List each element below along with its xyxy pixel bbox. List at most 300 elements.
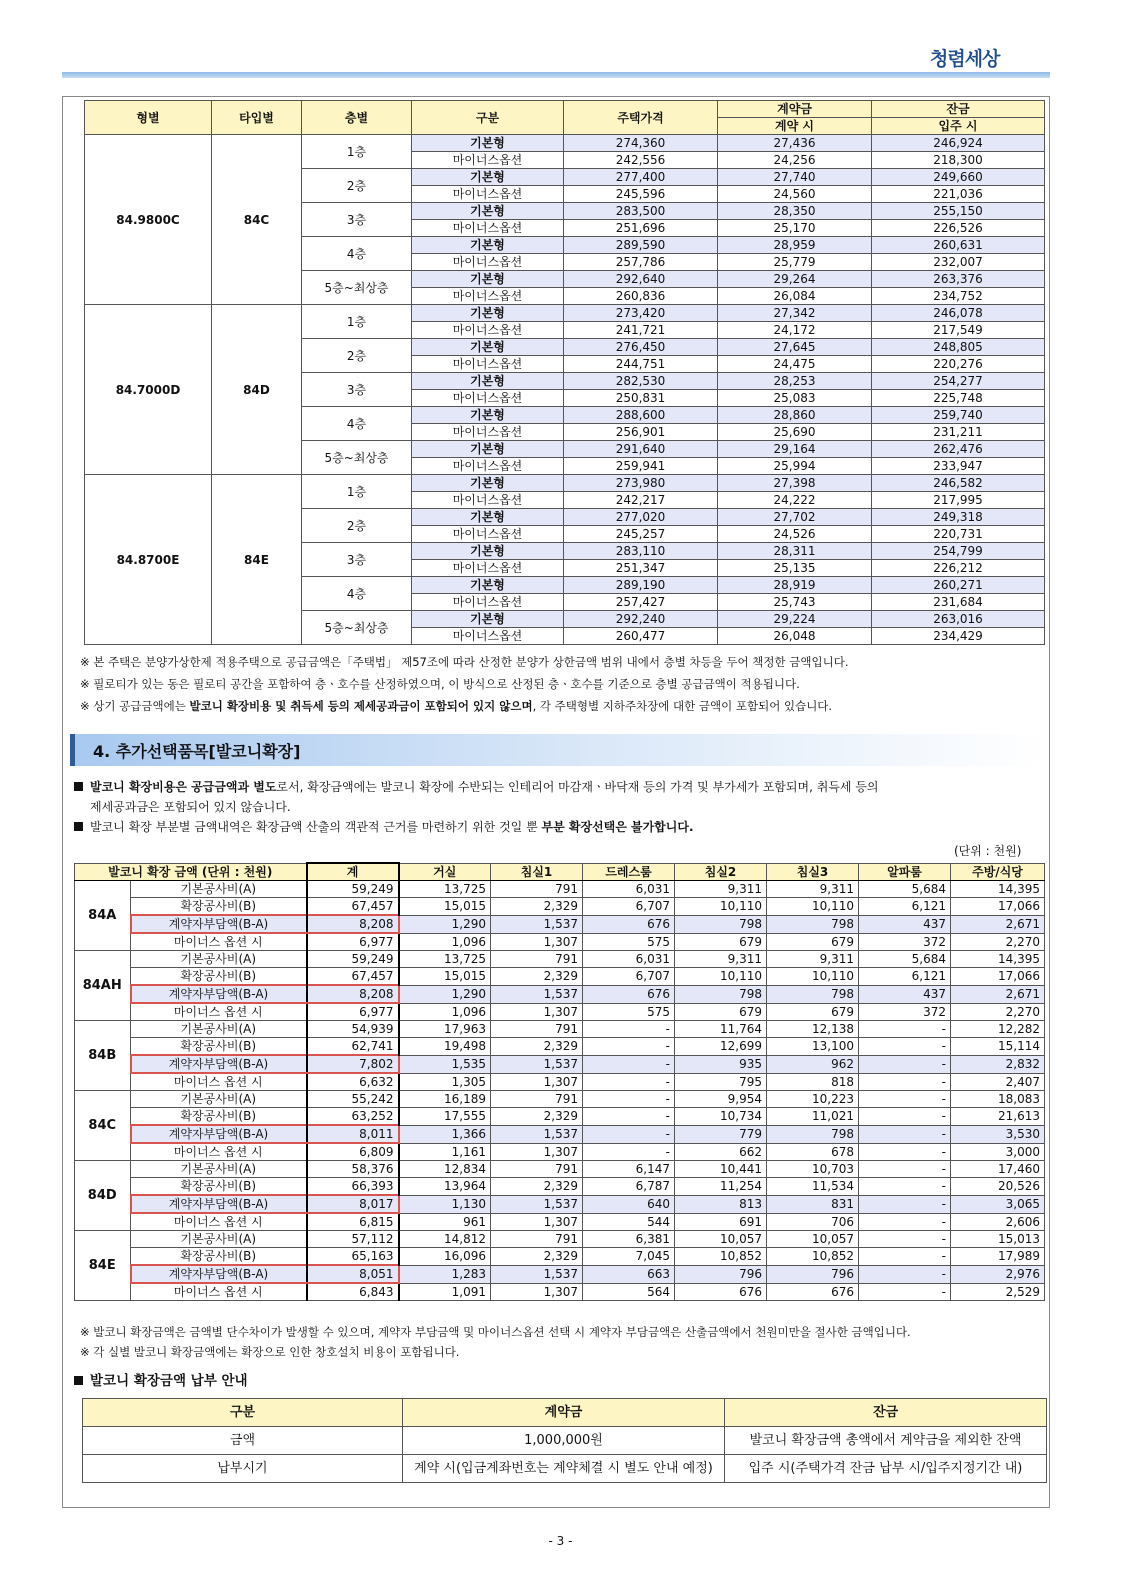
balcony-value-cell: 961 (399, 1213, 491, 1231)
balcony-row (75, 1125, 1045, 1143)
balcony-value-cell: 676 (583, 915, 675, 933)
balcony-value-cell: - (859, 1021, 951, 1038)
balcony-value-cell: 9,311 (767, 881, 859, 898)
balcony-value-cell: 679 (675, 1003, 767, 1021)
balcony-value-cell: 662 (675, 1143, 767, 1161)
balcony-row (75, 1055, 1045, 1073)
price-value-cell: 262,476 (872, 441, 1045, 458)
balcony-value-cell: 16,096 (399, 1248, 491, 1266)
price-value-cell: 217,995 (872, 492, 1045, 509)
balcony-total-cell: 6,815 (307, 1213, 399, 1231)
price-value-cell: 221,036 (872, 186, 1045, 203)
balcony-value-cell: 791 (491, 1161, 583, 1178)
option-cell: 기본형 (412, 407, 564, 424)
balcony-value-cell: - (859, 1161, 951, 1178)
price-value-cell: 25,170 (718, 220, 872, 237)
balcony-value-cell: 796 (767, 1265, 859, 1283)
col-deposit: 계약금 (718, 101, 872, 118)
balcony-total-cell: 8,017 (307, 1195, 399, 1213)
balcony-row (75, 881, 1045, 898)
price-value-cell: 218,300 (872, 152, 1045, 169)
price-value-cell: 292,240 (564, 611, 718, 628)
price-value-cell: 28,350 (718, 203, 872, 220)
balcony-row-label: 마이너스 옵션 시 (131, 1283, 307, 1301)
balcony-col-header: 거실 (399, 863, 491, 881)
price-value-cell: 29,164 (718, 441, 872, 458)
desc-line (74, 777, 878, 797)
option-cell: 마이너스옵션 (412, 458, 564, 475)
balcony-value-cell: 10,734 (675, 1108, 767, 1126)
balcony-total-cell: 6,809 (307, 1143, 399, 1161)
price-value-cell: 241,721 (564, 322, 718, 339)
balcony-value-cell: 1,307 (491, 933, 583, 951)
desc-line (74, 797, 878, 817)
note-line: ※ 발코니 확장금액은 금액별 단수차이가 발생할 수 있으며, 계약자 부담금액 및 마이너스옵션 선택 시 계약자 부담금액은 산출금액에서 천원미만을 절사한 금액입니다. (80, 1325, 911, 1339)
price-value-cell: 28,311 (718, 543, 872, 560)
price-value-cell: 289,190 (564, 577, 718, 594)
balcony-value-cell: 10,703 (767, 1161, 859, 1178)
balcony-value-cell: - (859, 1125, 951, 1143)
price-value-cell: 277,400 (564, 169, 718, 186)
price-value-cell: 274,360 (564, 135, 718, 152)
balcony-value-cell: 3,530 (951, 1125, 1045, 1143)
balcony-value-cell: 2,976 (951, 1265, 1045, 1283)
balcony-value-cell: 1,307 (491, 1213, 583, 1231)
balcony-value-cell: 640 (583, 1195, 675, 1213)
balcony-row-label: 마이너스 옵션 시 (131, 1003, 307, 1021)
desc-emphasis: 부분 확장선택은 불가합니다. (541, 820, 694, 834)
balcony-value-cell: 676 (583, 985, 675, 1003)
balcony-row-label: 확장공사비(B) (131, 1108, 307, 1126)
balcony-row (75, 1003, 1045, 1021)
price-value-cell: 260,271 (872, 577, 1045, 594)
balcony-value-cell: 798 (767, 1125, 859, 1143)
price-value-cell: 24,560 (718, 186, 872, 203)
option-cell: 마이너스옵션 (412, 594, 564, 611)
pay-col-category: 구분 (83, 1399, 403, 1427)
section-title: 4. 추가선택품목[발코니확장] (93, 742, 301, 761)
balcony-value-cell: 6,381 (583, 1231, 675, 1248)
price-value-cell: 251,696 (564, 220, 718, 237)
logo-text: 청렴세상 (930, 48, 1000, 70)
price-value-cell: 220,276 (872, 356, 1045, 373)
option-cell: 마이너스옵션 (412, 560, 564, 577)
col-type: 형별 (85, 101, 212, 135)
floor-cell: 4층 (302, 577, 412, 611)
payment-table (82, 1398, 1047, 1483)
balcony-value-cell: 2,329 (491, 1038, 583, 1056)
balcony-total-cell: 6,977 (307, 1003, 399, 1021)
balcony-row (75, 1283, 1045, 1301)
balcony-row (75, 1213, 1045, 1231)
balcony-value-cell: 779 (675, 1125, 767, 1143)
note-text: , 각 주택형별 지하주차장에 대한 금액이 포함되어 있습니다. (532, 699, 833, 713)
floor-cell: 5층~최상층 (302, 271, 412, 305)
balcony-row (75, 1231, 1045, 1248)
balcony-value-cell: - (583, 1108, 675, 1126)
option-cell: 마이너스옵션 (412, 628, 564, 645)
balcony-value-cell: - (859, 1108, 951, 1126)
balcony-value-cell: 14,395 (951, 881, 1045, 898)
balcony-row (75, 915, 1045, 933)
balcony-value-cell: 6,031 (583, 881, 675, 898)
balcony-value-cell: 679 (675, 933, 767, 951)
balcony-value-cell: 19,498 (399, 1038, 491, 1056)
desc-emphasis: 발코니 확장비용은 공급금액과 별도 (90, 780, 277, 794)
balcony-value-cell: 1,535 (399, 1055, 491, 1073)
balcony-value-cell: 679 (767, 933, 859, 951)
balcony-value-cell: - (859, 1231, 951, 1248)
option-cell: 마이너스옵션 (412, 322, 564, 339)
price-value-cell: 27,342 (718, 305, 872, 322)
price-value-cell: 245,596 (564, 186, 718, 203)
price-value-cell: 26,048 (718, 628, 872, 645)
balcony-value-cell: 663 (583, 1265, 675, 1283)
balcony-value-cell: 3,000 (951, 1143, 1045, 1161)
balcony-value-cell: 2,270 (951, 1003, 1045, 1021)
balcony-value-cell: 2,407 (951, 1073, 1045, 1091)
balcony-value-cell: - (859, 1073, 951, 1091)
price-value-cell: 26,084 (718, 288, 872, 305)
price-value-cell: 25,690 (718, 424, 872, 441)
balcony-total-cell: 54,939 (307, 1021, 399, 1038)
bullet-square-icon (74, 822, 83, 831)
price-value-cell: 234,752 (872, 288, 1045, 305)
balcony-row (75, 1143, 1045, 1161)
floor-cell: 2층 (302, 169, 412, 203)
option-cell: 마이너스옵션 (412, 526, 564, 543)
section-header (70, 734, 1045, 766)
option-cell: 마이너스옵션 (412, 254, 564, 271)
balcony-value-cell: 798 (675, 985, 767, 1003)
price-value-cell: 256,901 (564, 424, 718, 441)
model-cell: 84C (212, 135, 302, 305)
price-value-cell: 283,110 (564, 543, 718, 560)
price-value-cell: 259,740 (872, 407, 1045, 424)
balcony-value-cell: 2,329 (491, 1178, 583, 1196)
balcony-row (75, 1021, 1045, 1038)
balcony-col-header: 알파룸 (859, 863, 951, 881)
balcony-value-cell: 10,110 (675, 968, 767, 986)
floor-cell: 3층 (302, 203, 412, 237)
col-balance-sub: 입주 시 (872, 118, 1045, 135)
option-cell: 기본형 (412, 271, 564, 288)
price-value-cell: 263,376 (872, 271, 1045, 288)
price-value-cell: 260,836 (564, 288, 718, 305)
balcony-value-cell: 2,671 (951, 915, 1045, 933)
price-value-cell: 24,172 (718, 322, 872, 339)
balcony-value-cell: - (583, 1055, 675, 1073)
balcony-row-label: 확장공사비(B) (131, 1178, 307, 1196)
desc-line (74, 817, 878, 837)
price-value-cell: 289,590 (564, 237, 718, 254)
option-cell: 마이너스옵션 (412, 220, 564, 237)
balcony-total-cell: 63,252 (307, 1108, 399, 1126)
pay-cell: 발코니 확장금액 총액에서 계약금을 제외한 잔액 (725, 1427, 1047, 1455)
balcony-value-cell: 10,852 (767, 1248, 859, 1266)
balcony-value-cell: 17,460 (951, 1161, 1045, 1178)
price-value-cell: 250,831 (564, 390, 718, 407)
balcony-row-label: 마이너스 옵션 시 (131, 1073, 307, 1091)
price-value-cell: 260,631 (872, 237, 1045, 254)
model-cell: 84E (212, 475, 302, 645)
balcony-value-cell: - (859, 1213, 951, 1231)
balcony-value-cell: 2,270 (951, 933, 1045, 951)
option-cell: 기본형 (412, 611, 564, 628)
price-value-cell: 28,860 (718, 407, 872, 424)
col-price: 주택가격 (564, 101, 718, 135)
balcony-value-cell: - (859, 1038, 951, 1056)
balcony-value-cell: 813 (675, 1195, 767, 1213)
balcony-total-cell: 8,011 (307, 1125, 399, 1143)
balcony-desc (74, 777, 878, 837)
balcony-value-cell: 13,100 (767, 1038, 859, 1056)
balcony-value-cell: 437 (859, 985, 951, 1003)
price-value-cell: 255,150 (872, 203, 1045, 220)
balcony-value-cell: 13,725 (399, 881, 491, 898)
balcony-value-cell: 1,290 (399, 985, 491, 1003)
balcony-row-label: 계약자부담액(B-A) (131, 985, 307, 1003)
price-value-cell: 246,924 (872, 135, 1045, 152)
balcony-row (75, 951, 1045, 968)
floor-cell: 5층~최상층 (302, 611, 412, 645)
note-line: ※ 필로티가 있는 동은 필로티 공간을 포함하여 층ㆍ호수를 산정하였으며, 이 방식으로 산정된 층ㆍ호수를 기준으로 층별 공급금액이 적용됩니다. (80, 677, 800, 691)
balcony-row (75, 985, 1045, 1003)
balcony-value-cell: 9,954 (675, 1091, 767, 1108)
balcony-value-cell: - (583, 1125, 675, 1143)
price-value-cell: 234,429 (872, 628, 1045, 645)
price-value-cell: 27,740 (718, 169, 872, 186)
option-cell: 마이너스옵션 (412, 492, 564, 509)
balcony-value-cell: 17,066 (951, 898, 1045, 916)
balcony-value-cell: 1,161 (399, 1143, 491, 1161)
payment-title (74, 1369, 248, 1389)
balcony-value-cell: 796 (675, 1265, 767, 1283)
balcony-value-cell: 16,189 (399, 1091, 491, 1108)
balcony-value-cell: 798 (675, 915, 767, 933)
balcony-value-cell: 6,707 (583, 898, 675, 916)
balcony-row-label: 마이너스 옵션 시 (131, 1143, 307, 1161)
note-line: ※ 본 주택은 분양가상한제 적용주택으로 공급금액은「주택법」 제57조에 따라 산정한 분양가 상한금액 범위 내에서 층별 차등을 두어 책정한 금액입니다. (80, 655, 849, 669)
price-value-cell: 217,549 (872, 322, 1045, 339)
desc-text: 로서, 확장금액에는 발코니 확장에 수반되는 인테리어 마감재ㆍ바닥재 등의 가격 및 부가세가 포함되며, 취득세 등의 (276, 780, 879, 794)
price-value-cell: 24,526 (718, 526, 872, 543)
balcony-value-cell: 10,223 (767, 1091, 859, 1108)
option-cell: 마이너스옵션 (412, 356, 564, 373)
option-cell: 마이너스옵션 (412, 288, 564, 305)
balcony-row-label: 확장공사비(B) (131, 898, 307, 916)
price-row (85, 305, 1045, 322)
floor-cell: 2층 (302, 509, 412, 543)
price-value-cell: 291,640 (564, 441, 718, 458)
price-row (85, 135, 1045, 152)
balcony-value-cell: 2,329 (491, 968, 583, 986)
balcony-row-label: 기본공사비(A) (131, 1231, 307, 1248)
price-value-cell: 273,420 (564, 305, 718, 322)
price-value-cell: 242,217 (564, 492, 718, 509)
balcony-total-cell: 67,457 (307, 968, 399, 986)
option-cell: 기본형 (412, 339, 564, 356)
price-value-cell: 246,582 (872, 475, 1045, 492)
floor-cell: 1층 (302, 305, 412, 339)
option-cell: 마이너스옵션 (412, 390, 564, 407)
option-cell: 기본형 (412, 305, 564, 322)
balcony-value-cell: 791 (491, 1091, 583, 1108)
price-value-cell: 27,702 (718, 509, 872, 526)
balcony-value-cell: 1,096 (399, 1003, 491, 1021)
balcony-value-cell: 1,537 (491, 1195, 583, 1213)
balcony-row (75, 968, 1045, 986)
balcony-value-cell: 437 (859, 915, 951, 933)
price-value-cell: 282,530 (564, 373, 718, 390)
floor-cell: 3층 (302, 543, 412, 577)
balcony-value-cell: - (583, 1073, 675, 1091)
balcony-value-cell: 691 (675, 1213, 767, 1231)
price-value-cell: 27,645 (718, 339, 872, 356)
supply-price-table (84, 100, 1045, 645)
balcony-value-cell: 575 (583, 1003, 675, 1021)
balcony-value-cell: 10,110 (767, 898, 859, 916)
model-cell: 84D (212, 305, 302, 475)
balcony-value-cell: 10,057 (675, 1231, 767, 1248)
balcony-value-cell: - (859, 1178, 951, 1196)
price-value-cell: 273,980 (564, 475, 718, 492)
option-cell: 마이너스옵션 (412, 152, 564, 169)
balcony-value-cell: 17,066 (951, 968, 1045, 986)
balcony-row (75, 1178, 1045, 1196)
balcony-total-cell: 55,242 (307, 1091, 399, 1108)
type-cell: 84.9800C (85, 135, 212, 305)
balcony-total-cell: 7,802 (307, 1055, 399, 1073)
balcony-value-cell: 791 (491, 881, 583, 898)
balcony-value-cell: - (583, 1091, 675, 1108)
balcony-value-cell: 9,311 (675, 951, 767, 968)
option-cell: 기본형 (412, 373, 564, 390)
balcony-value-cell: 831 (767, 1195, 859, 1213)
balcony-row (75, 1073, 1045, 1091)
option-cell: 기본형 (412, 203, 564, 220)
col-deposit-sub: 계약 시 (718, 118, 872, 135)
balcony-value-cell: 2,329 (491, 1248, 583, 1266)
price-value-cell: 257,427 (564, 594, 718, 611)
balcony-row-label: 계약자부담액(B-A) (131, 1265, 307, 1283)
price-value-cell: 292,640 (564, 271, 718, 288)
balcony-col-header: 침실3 (767, 863, 859, 881)
balcony-total-cell: 6,843 (307, 1283, 399, 1301)
balcony-col-header: 드레스룸 (583, 863, 675, 881)
balcony-value-cell: 2,832 (951, 1055, 1045, 1073)
balcony-total-cell: 59,249 (307, 881, 399, 898)
price-value-cell: 226,212 (872, 560, 1045, 577)
pay-col-balance: 잔금 (725, 1399, 1047, 1427)
pay-col-deposit: 계약금 (403, 1399, 725, 1427)
price-notes (80, 654, 849, 714)
floor-cell: 4층 (302, 237, 412, 271)
price-value-cell: 246,078 (872, 305, 1045, 322)
balcony-value-cell: 1,307 (491, 1283, 583, 1301)
pay-row (83, 1427, 1047, 1455)
price-value-cell: 28,919 (718, 577, 872, 594)
price-value-cell: 263,016 (872, 611, 1045, 628)
price-value-cell: 260,477 (564, 628, 718, 645)
balcony-value-cell: 10,441 (675, 1161, 767, 1178)
balcony-value-cell: 791 (491, 1231, 583, 1248)
balcony-col-header: 침실1 (491, 863, 583, 881)
balcony-value-cell: 17,963 (399, 1021, 491, 1038)
balcony-row (75, 1091, 1045, 1108)
balcony-value-cell: 15,013 (951, 1231, 1045, 1248)
price-value-cell: 24,256 (718, 152, 872, 169)
option-cell: 기본형 (412, 135, 564, 152)
balcony-value-cell: 6,147 (583, 1161, 675, 1178)
pay-cell: 계약 시(입금계좌번호는 계약체결 시 별도 안내 예정) (403, 1455, 725, 1483)
balcony-value-cell: 935 (675, 1055, 767, 1073)
floor-cell: 1층 (302, 135, 412, 169)
col-balance: 잔금 (872, 101, 1045, 118)
balcony-type-cell: 84D (75, 1161, 131, 1231)
balcony-value-cell: 6,787 (583, 1178, 675, 1196)
balcony-value-cell: 962 (767, 1055, 859, 1073)
balcony-row (75, 1038, 1045, 1056)
balcony-type-cell: 84AH (75, 951, 131, 1021)
floor-cell: 4층 (302, 407, 412, 441)
price-value-cell: 283,500 (564, 203, 718, 220)
balcony-value-cell: 2,671 (951, 985, 1045, 1003)
balcony-value-cell: 10,110 (767, 968, 859, 986)
balcony-value-cell: 21,613 (951, 1108, 1045, 1126)
price-value-cell: 245,257 (564, 526, 718, 543)
desc-text: 발코니 확장 부분별 금액내역은 확장금액 산출의 객관적 근거를 마련하기 위한 것일 뿐 (90, 820, 542, 834)
balcony-value-cell: - (583, 1143, 675, 1161)
balcony-value-cell: - (859, 1248, 951, 1266)
balcony-row-label: 확장공사비(B) (131, 968, 307, 986)
balcony-col-header: 침실2 (675, 863, 767, 881)
balcony-value-cell: 676 (675, 1283, 767, 1301)
balcony-value-cell: 17,989 (951, 1248, 1045, 1266)
balcony-value-cell: 1,290 (399, 915, 491, 933)
price-value-cell: 276,450 (564, 339, 718, 356)
balcony-row-label: 확장공사비(B) (131, 1038, 307, 1056)
price-value-cell: 242,556 (564, 152, 718, 169)
balcony-value-cell: 6,707 (583, 968, 675, 986)
balcony-value-cell: 1,091 (399, 1283, 491, 1301)
type-cell: 84.7000D (85, 305, 212, 475)
balcony-value-cell: 2,606 (951, 1213, 1045, 1231)
balcony-value-cell: 575 (583, 933, 675, 951)
balcony-value-cell: - (859, 1055, 951, 1073)
balcony-value-cell: 798 (767, 985, 859, 1003)
note-line: ※ 각 실별 발코니 확장금액에는 확장으로 인한 창호설치 비용이 포함됩니다. (80, 1345, 460, 1359)
balcony-price-table (74, 862, 1045, 1301)
price-value-cell: 231,211 (872, 424, 1045, 441)
pay-row (83, 1455, 1047, 1483)
price-value-cell: 25,994 (718, 458, 872, 475)
price-value-cell: 259,941 (564, 458, 718, 475)
balcony-value-cell: 14,395 (951, 951, 1045, 968)
header-bar (62, 72, 1050, 78)
balcony-value-cell: 10,110 (675, 898, 767, 916)
balcony-value-cell: 15,015 (399, 968, 491, 986)
price-value-cell: 25,135 (718, 560, 872, 577)
price-value-cell: 25,743 (718, 594, 872, 611)
desc-text: 제세공과금은 포함되어 있지 않습니다. (90, 800, 291, 814)
price-value-cell: 29,224 (718, 611, 872, 628)
price-value-cell: 220,731 (872, 526, 1045, 543)
balcony-value-cell: 9,311 (675, 881, 767, 898)
balcony-value-cell: 6,031 (583, 951, 675, 968)
balcony-value-cell: 1,537 (491, 985, 583, 1003)
bullet-square-icon (74, 1376, 83, 1385)
